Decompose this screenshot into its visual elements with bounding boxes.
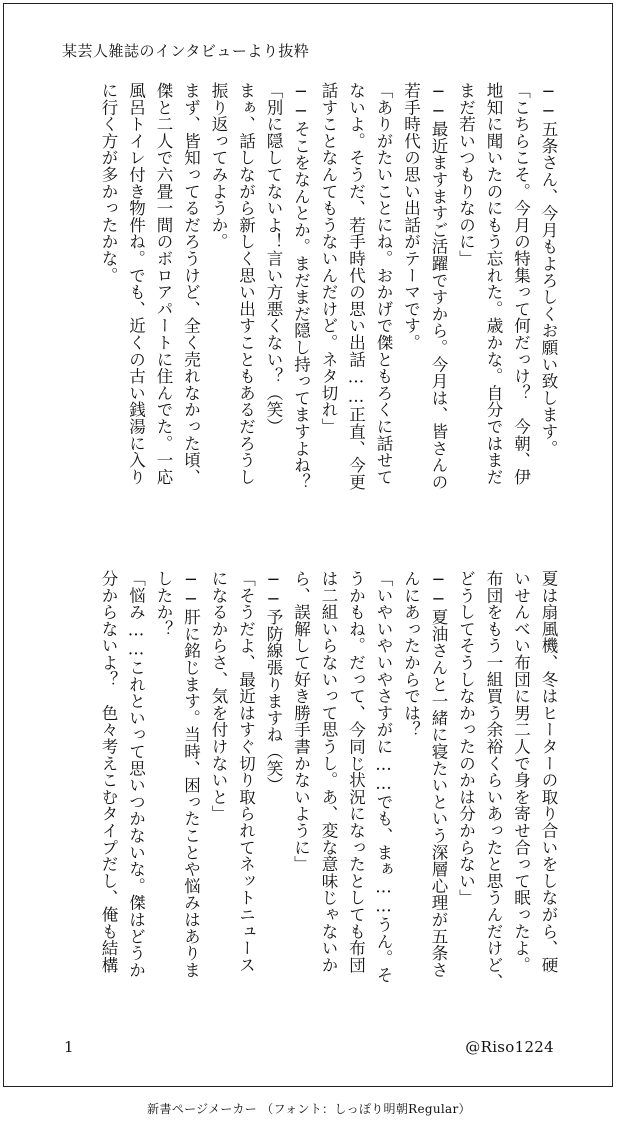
text-line: ──五条さん、今月もよろしくお願い致します。 [539, 82, 558, 457]
text-line: 夏は扇風機、冬はヒーターの取り合いをしながら、硬 [539, 570, 558, 974]
text-line: したか？ [154, 570, 173, 638]
text-line: 「悩み……これといって思いつかないな。傑はどうか [126, 570, 146, 979]
text-line: 振り返ってみようか。 [209, 82, 228, 250]
text-line: うかもね。だって、今同じ状況になったとしても布団 [346, 570, 366, 974]
text-line: に行く方が多かったかな。 [99, 82, 118, 284]
text-line: いせんべい布団に男二人で身を寄せ合って眠ったよ。 [511, 570, 531, 974]
text-line: 傑と二人で六畳一間のボロアパートに住んでた。一応 [154, 82, 173, 486]
text-line: 「ありがたいことにね。おかげで傑ともろくに話せて [374, 82, 393, 486]
text-line: ら、誤解して好き勝手書かないように」 [291, 570, 311, 873]
text-line: 「別に隠してないよ！言い方悪くない？（笑） [264, 82, 283, 435]
text-block-top [95, 82, 563, 542]
author-handle: @Riso1224 [465, 1038, 554, 1056]
text-line: ──肝に銘じます。当時、困ったことや悩みはありま [181, 570, 201, 979]
text-line: まぁ、話しながら新しく思い出すこともあるだろうし [236, 82, 256, 486]
text-line: ──そこをなんとか。まだまだ隠し持ってますよね？ [291, 82, 311, 491]
text-line: 「いやいやいやさすがに……でも、まぁ……うん。そ [374, 570, 393, 984]
page-frame [3, 3, 613, 1087]
page-title: 某芸人雑誌のインタビューより抜粋 [62, 42, 310, 60]
text-line: 風呂トイレ付き物件ね。でも、近くの古い銭湯に入り [126, 82, 146, 486]
text-line: になるからさ、気を付けないと」 [209, 570, 228, 822]
text-line: 話すことなんてもうないんだけど。ネタ切れ」 [319, 82, 338, 435]
text-line: 「そうだよ、最近はすぐ切り取られてネットニュース [236, 570, 256, 974]
text-line: んにあったからでは？ [401, 570, 421, 738]
generator-credit: 新書ページメーカー （フォント：しっぽり明朝Regular） [147, 1102, 471, 1116]
text-line: 分からないよ？ 色々考えこむタイプだし、俺も結構 [99, 570, 118, 974]
text-line: ──夏油さんと一緒に寝たいという深層心理が五条さ [429, 570, 448, 979]
text-line: ──最近ますますご活躍ですから。今月は、皆さんの [429, 82, 448, 491]
text-line: まず、皆知ってるだろうけど、全く売れなかった頃、 [181, 82, 201, 486]
text-line: ──予防線張りますね（笑） [264, 570, 283, 794]
text-line: ないよ。そうだ、若手時代の思い出話……正直、今更 [346, 82, 366, 491]
text-line: どうしてそうしなかったのかは分からない」 [456, 570, 476, 906]
text-line: まだ若いつもりなのに」 [456, 82, 476, 267]
text-line: 「こちらこそ。今月の特集って何だっけ？ 今朝、伊 [511, 82, 531, 486]
text-line: 若手時代の思い出話がテーマです。 [401, 82, 421, 351]
text-block-bottom [95, 570, 563, 1030]
text-line: 地知に聞いたのにもう忘れた。歳かな。自分ではまだ [484, 82, 503, 486]
page-number: 1 [64, 1038, 74, 1056]
text-line: 布団をもう一組買う余裕くらいあったと思うんだけど、 [484, 570, 503, 990]
text-line: は二組いらないって思うし。あ、変な意味じゃないか [319, 570, 338, 974]
